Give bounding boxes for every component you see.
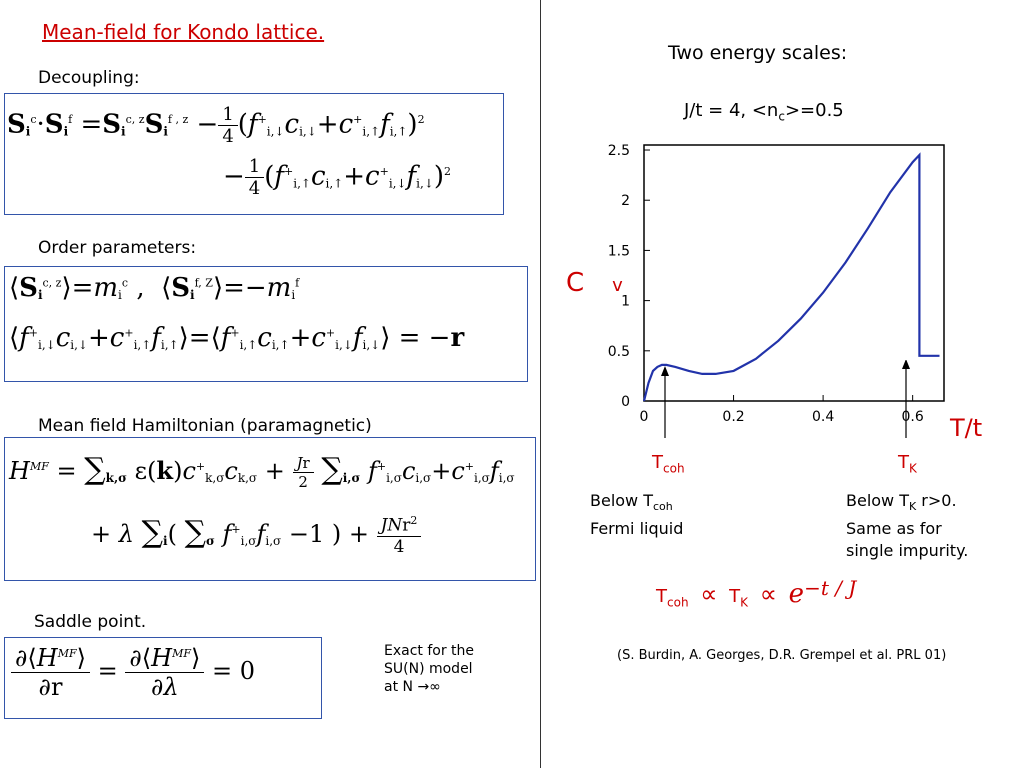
citation: (S. Burdin, A. Georges, D.R. Grempel et al. PRL 01) [617,648,947,663]
saddle-point-equation: $\frac{\partial⟨H^{MF}⟩}{\partial r}$ = $\frac{\partial⟨H^{MF}⟩}{\partial\lambda}$ = 0 [11,644,255,701]
exp-power: −t / J [804,576,857,600]
x-tick-label: 0.2 [722,409,745,425]
tcoh-sub: coh [663,461,685,476]
below-tcoh-note [590,490,683,540]
tcoh-text: T [652,452,663,473]
decoupling-label: Decoupling: [38,68,140,88]
params-prefix: J/t = 4, <n [684,100,779,121]
order-parameters-box [4,266,528,382]
below-tcoh-text: Below T [590,491,653,510]
tcoh-label [652,452,685,476]
single-impurity-text: single impurity. [846,541,969,561]
below-tk-sub: K [909,500,917,514]
tk-text: T [898,452,909,473]
scaling-tk: T [729,586,741,607]
params-sub: c [778,109,785,124]
below-tk-note [846,490,968,562]
params-suffix: >=0.5 [784,100,844,121]
scaling-t: T [656,586,667,607]
decoupling-equation-line2: − $\frac{1}{4}$ $(f^+_{i,↑}c_{i,↑}+c^+_{i,↓}f_{i,↓})^2$ [223,156,452,199]
y-tick-label: 1.5 [607,243,630,260]
order-parameters-label: Order parameters: [38,238,197,258]
mean-field-hamiltonian-label: Mean field Hamiltonian (paramagnetic) [38,416,372,436]
arrows [640,360,940,440]
scaling-sub2: K [740,595,749,610]
y-tick-label: 0.5 [607,343,630,360]
x-tick-label: 0.6 [901,409,924,425]
vertical-divider [540,0,541,768]
same-as-text: Same as for [846,519,942,539]
chart-parameters [684,100,844,124]
fermi-liquid-text: Fermi liquid [590,519,684,539]
x-axis-label: T/t [950,414,983,442]
below-tk-r: r>0. [916,491,957,510]
x-tick-label: 0 [639,409,649,425]
tk-label [898,452,917,476]
x-tick-label: 0.4 [811,409,835,425]
hamiltonian-line2: + λ $\sum_i$( $\sum_\sigma$ $f^+_{i,\sigma}f_{i,\sigma} -1$ ) + $\frac{JNr^2}{4}$ [91,514,421,557]
exact-note-line2: SU(N) model [384,661,473,677]
hamiltonian-box [4,437,536,581]
order-equation-line1: $⟨S_i^{c, z}⟩=m_i^c$ , $⟨S_i^{f, Z}⟩=-m_i^f$ [9,273,300,303]
y-axis-label [566,268,623,298]
slide-title: Mean-field for Kondo lattice. [42,20,325,44]
y-tick-label: 2 [621,193,630,210]
prop-symbol-2: ∝ [759,580,777,608]
saddle-point-box [4,637,322,719]
hamiltonian-line1: $H^{MF} = \sum_{k,\sigma}$ $\varepsilon(k)c^+_{k,\sigma}c_{k,\sigma}$ + $\frac{Jr}{2}$ $\sum_{i,\sigma}$ $f^+_{i,\sigma}c_{i,\sigma}+c^+_{i,\sigma}f_{i,\sigma}$ [9,452,515,491]
exact-note [384,642,474,696]
y-tick-label: 2.5 [607,143,630,160]
exact-note-line1: Exact for the [384,643,475,659]
ylabel-sub: v [612,275,623,296]
y-tick-label: 1 [621,293,630,310]
two-energy-scales-heading: Two energy scales: [668,42,848,64]
tk-sub: K [909,461,917,476]
tk-arrowhead [902,360,910,369]
exact-note-line3: at N →∞ [384,679,441,695]
decoupling-equation-box [4,93,504,215]
exp-e: e [788,579,805,609]
decoupling-equation-line1: $S_i^c\cdot S_i^f =S_i^{c, z}S_i^{f , z}$ − $\frac{1}{4}$ $(f^+_{i,↓}c_{i,↓}+c^+_{i,↑}f_{i,↑})^2$ [7,104,425,147]
y-tick-label: 0 [621,394,630,410]
tcoh-arrowhead [661,366,669,376]
below-tk-text: Below T [846,491,909,510]
prop-symbol-1: ∝ [700,580,718,608]
below-tcoh-sub: coh [653,500,673,514]
order-equation-line2: $⟨f^+_{i,↓}c_{i,↓}+c^+_{i,↑}f_{i,↑}⟩=⟨f^+_{i,↑}c_{i,↑}+c^+_{i,↓}f_{i,↓}⟩ = -r$ [9,323,465,353]
saddle-point-label: Saddle point. [34,612,147,632]
scaling-sub1: coh [667,595,689,610]
scaling-relation [656,576,856,610]
ylabel-text: C [566,268,585,298]
